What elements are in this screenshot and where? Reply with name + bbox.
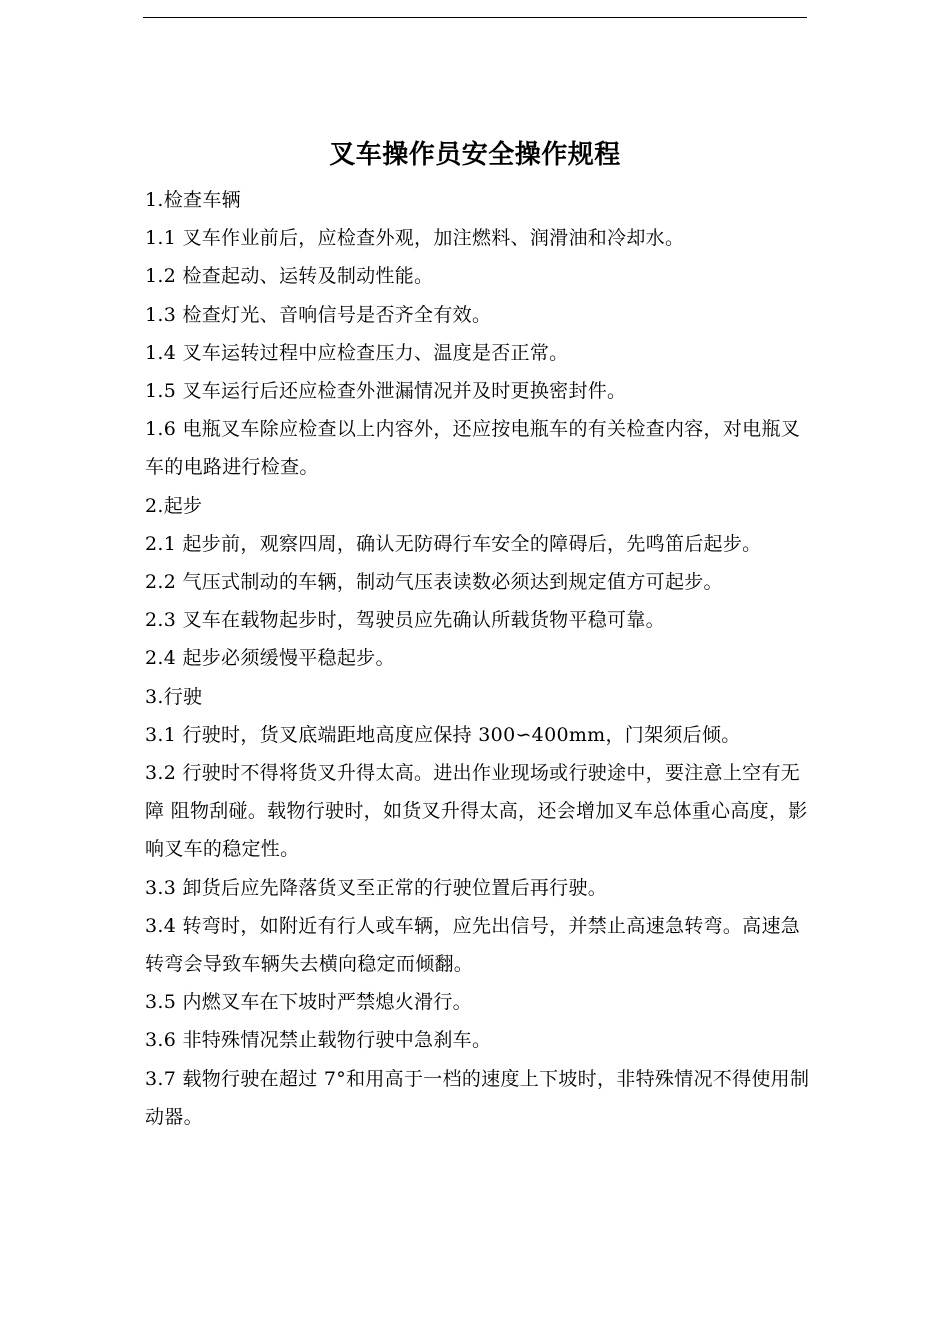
paragraph: 3.5 内燃叉车在下坡时严禁熄火滑行。 <box>145 991 472 1014</box>
document-body <box>145 181 813 1136</box>
paragraph: 2.1 起步前，观察四周，确认无防碍行车安全的障碍后，先鸣笛后起步。 <box>145 532 762 555</box>
paragraph: 3.4 转弯时，如附近有行人或车辆，应先出信号，并禁止高速急转弯。高速急转弯会导致车辆失去横向稳定而倾翻。 <box>145 914 801 976</box>
paragraph: 2.2 气压式制动的车辆，制动气压表读数必须达到规定值方可起步。 <box>145 571 723 594</box>
paragraph: 1.5 叉车运行后还应检查外泄漏情况并及时更换密封件。 <box>145 380 627 403</box>
paragraph: 3.1 行驶时，货叉底端距地高度应保持 300∽400mm，门架须后倾。 <box>145 723 741 746</box>
section-heading: 3.行驶 <box>145 685 203 708</box>
paragraph: 1.4 叉车运转过程中应检查压力、温度是否正常。 <box>145 341 569 364</box>
paragraph: 3.3 卸货后应先降落货叉至正常的行驶位置后再行驶。 <box>145 876 608 899</box>
paragraph: 1.6 电瓶叉车除应检查以上内容外，还应按电瓶车的有关检查内容，对电瓶叉车的电路进行检查。 <box>145 418 801 479</box>
paragraph: 3.2 行驶时不得将货叉升得太高。进出作业现场或行驶途中，要注意上空有无障 阻物刮碰。载物行驶时，如货叉升得太高，还会增加叉车总体重心高度，影响叉车的稳定性。 <box>145 762 808 861</box>
paragraph: 1.3 检查灯光、音响信号是否齐全有效。 <box>145 303 492 326</box>
paragraph: 1.2 检查起动、运转及制动性能。 <box>145 265 434 288</box>
section-heading: 2.起步 <box>145 494 203 517</box>
paragraph: 1.1 叉车作业前后，应检查外观，加注燃料、润滑油和冷却水。 <box>145 227 685 250</box>
header-rule <box>143 17 807 18</box>
paragraph: 3.6 非特殊情况禁止载物行驶中急刹车。 <box>145 1029 492 1052</box>
section-heading: 1.检查车辆 <box>145 189 241 211</box>
document-title: 叉车操作员安全操作规程 <box>329 140 621 170</box>
paragraph: 3.7 载物行驶在超过 7°和用高于一档的速度上下坡时，非特殊情况不得使用制动器。 <box>145 1067 810 1128</box>
paragraph: 2.3 叉车在载物起步时，驾驶员应先确认所载货物平稳可靠。 <box>145 609 665 632</box>
paragraph: 2.4 起步必须缓慢平稳起步。 <box>145 647 395 670</box>
